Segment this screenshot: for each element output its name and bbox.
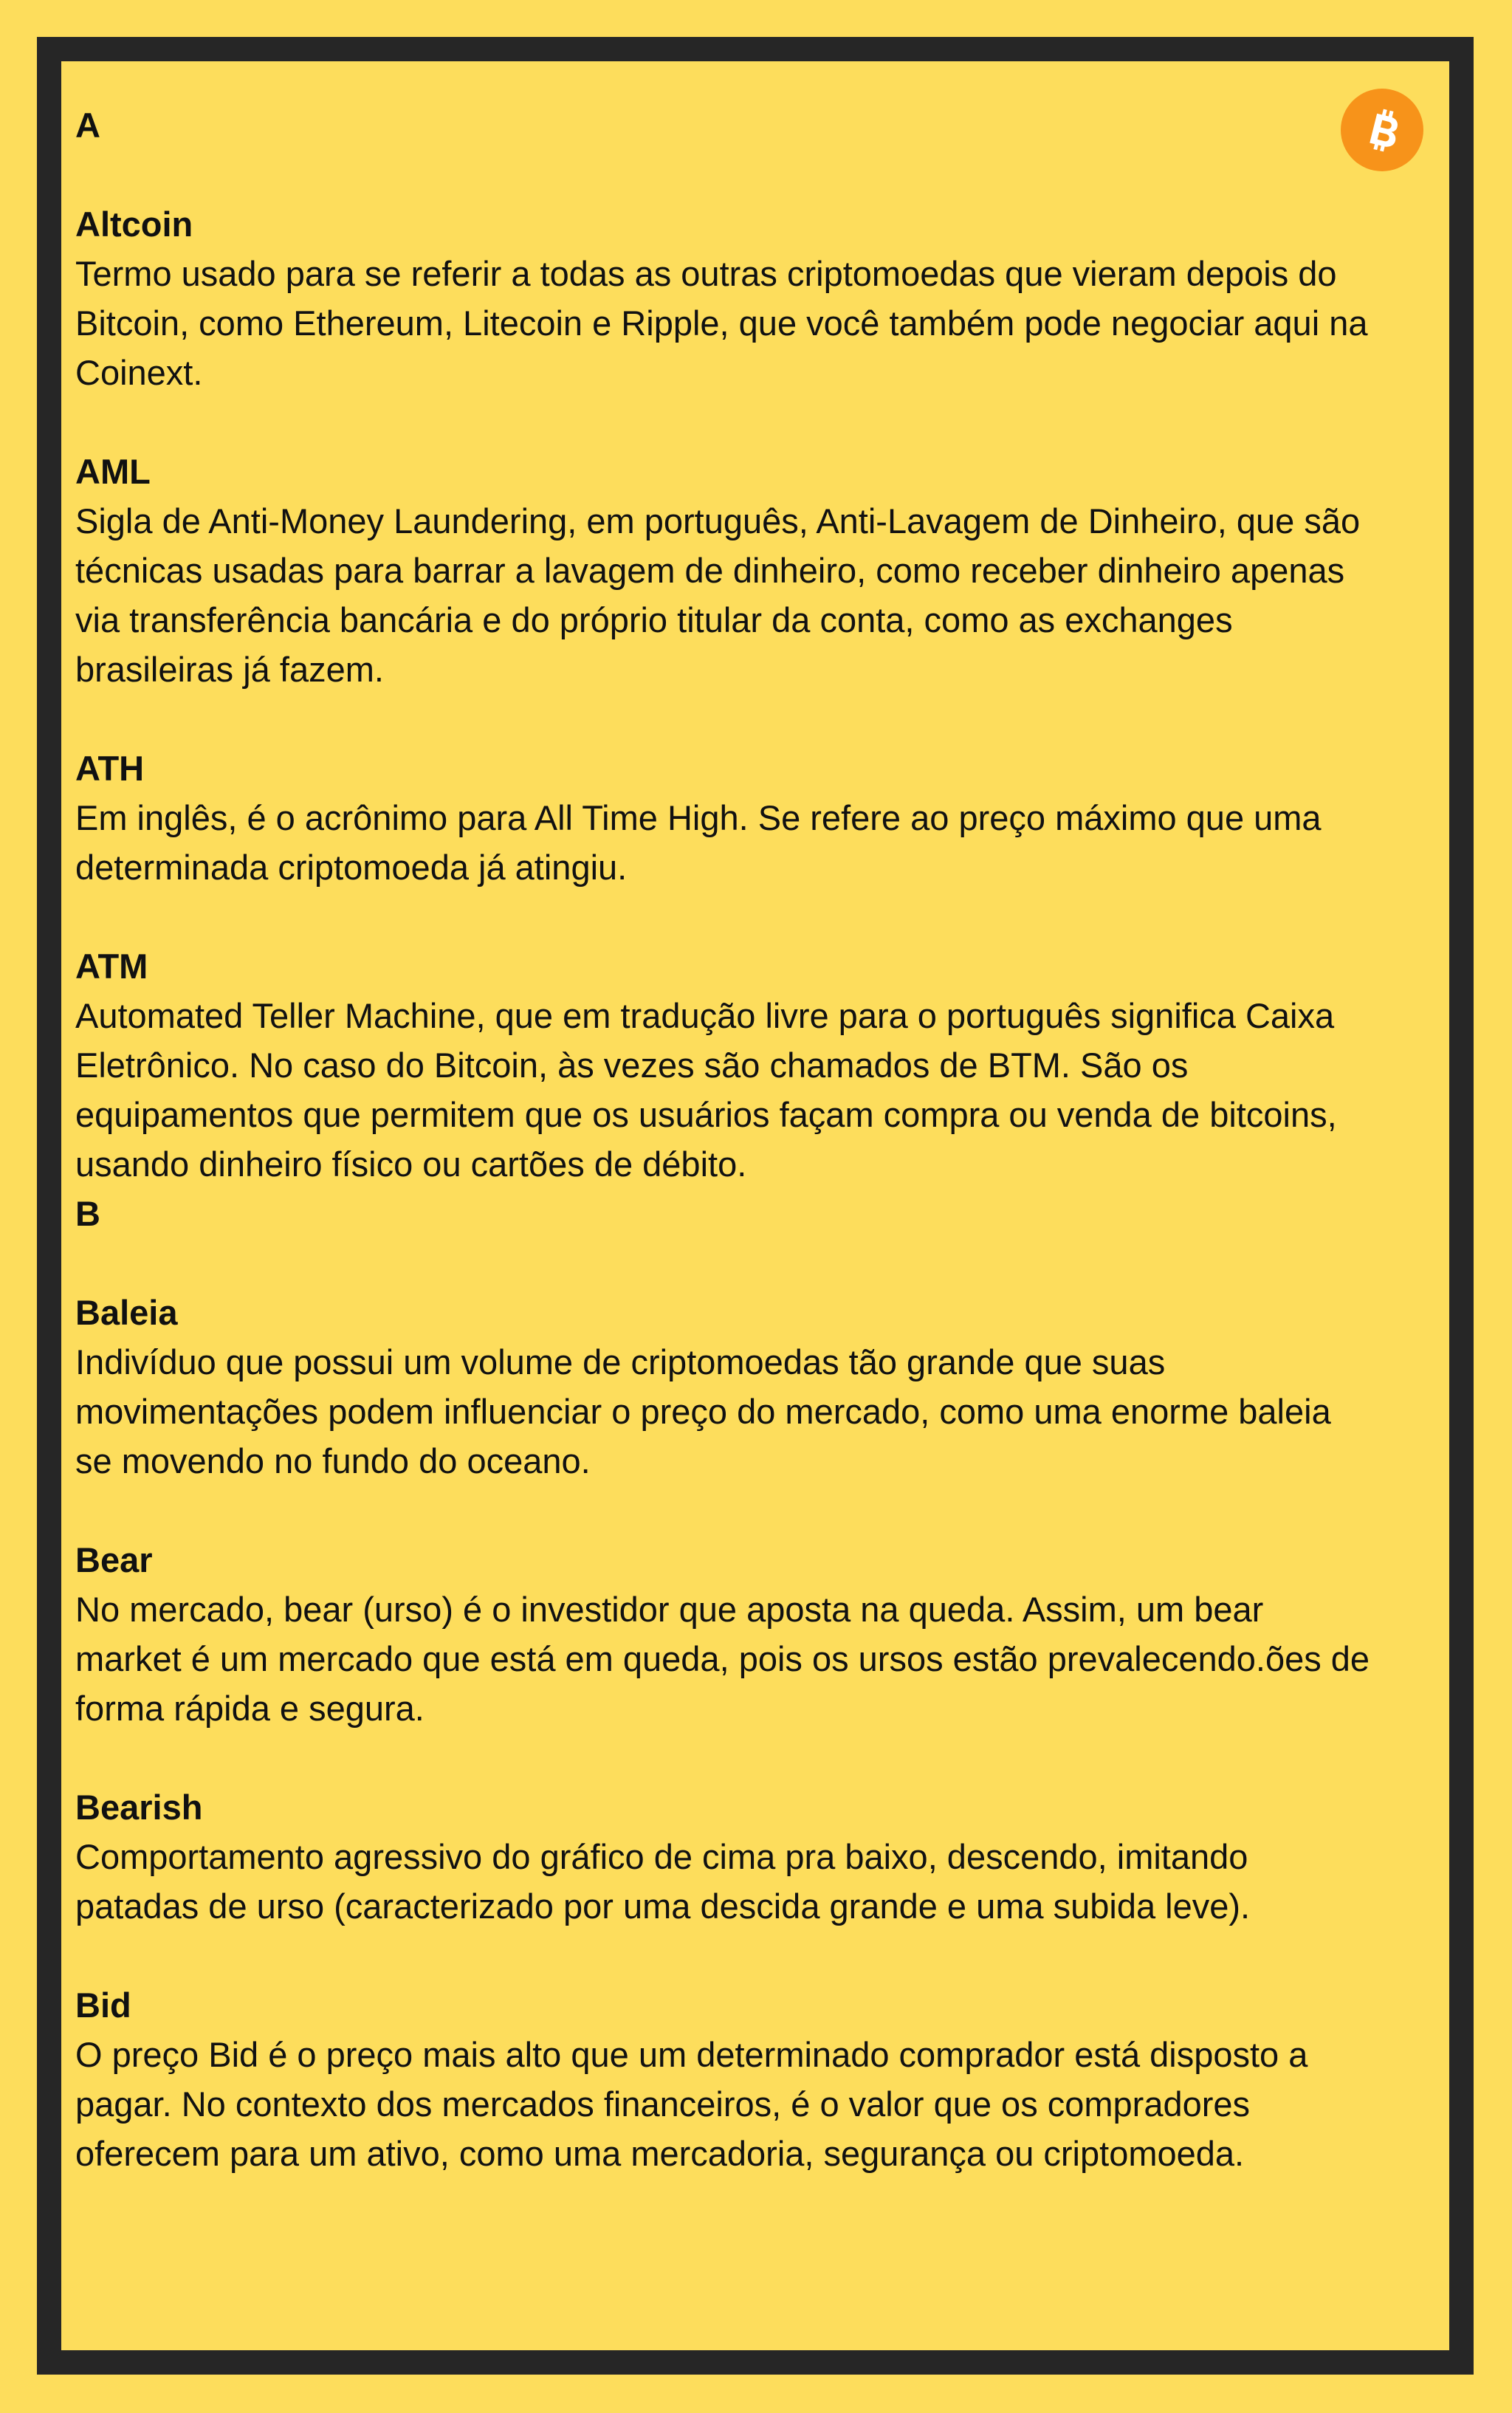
glossary-entry xyxy=(75,941,1375,1189)
glossary-entry xyxy=(75,447,1375,694)
glossary-entry xyxy=(75,1782,1375,1931)
entry-definition: No mercado, bear (urso) é o investidor que aposta na queda. Assim, um bear market é um mercado que está em queda, pois os ursos estão prevalecendo.ões de forma rápida e segura. xyxy=(75,1590,1370,1728)
entry-term: AML xyxy=(75,452,151,491)
section-letter: B xyxy=(75,1194,100,1233)
entry-term: Bid xyxy=(75,1985,131,2025)
glossary-section-b xyxy=(75,1189,1375,2178)
entry-definition: Em inglês, é o acrônimo para All Time High. Se refere ao preço máximo que uma determinada criptomoeda já atingiu. xyxy=(75,798,1322,887)
glossary-content xyxy=(75,100,1375,2178)
entry-definition: Termo usado para se referir a todas as outras criptomoedas que vieram depois do Bitcoin, como Ethereum, Litecoin e Ripple, que você também pode negociar aqui na Coinext. xyxy=(75,254,1368,392)
section-letter: A xyxy=(75,106,100,145)
entry-term: Bear xyxy=(75,1540,153,1579)
entry-definition: Indivíduo que possui um volume de criptomoedas tão grande que suas movimentações podem influenciar o preço do mercado, como uma enorme baleia se movendo no fundo do oceano. xyxy=(75,1342,1331,1480)
entry-term: ATM xyxy=(75,947,148,986)
glossary-entry xyxy=(75,744,1375,892)
entry-term: ATH xyxy=(75,749,145,788)
glossary-entry xyxy=(75,1288,1375,1486)
glossary-entry xyxy=(75,1980,1375,2178)
entry-term: Baleia xyxy=(75,1293,178,1332)
entry-definition: Sigla de Anti-Money Laundering, em português, Anti-Lavagem de Dinheiro, que são técnicas usadas para barrar a lavagem de dinheiro, como receber dinheiro apenas via transferência bancária e do próprio titular da conta, como as exchanges brasileiras já fazem. xyxy=(75,501,1361,689)
entry-definition: Comportamento agressivo do gráfico de cima pra baixo, descendo, imitando patadas de urso (caracterizado por uma descida grande e uma subida leve). xyxy=(75,1837,1251,1926)
entry-term: Altcoin xyxy=(75,205,193,244)
entry-definition: O preço Bid é o preço mais alto que um determinado comprador está disposto a pagar. No contexto dos mercados financeiros, é o valor que os compradores oferecem para um ativo, como uma mercadoria, segurança ou criptomoeda. xyxy=(75,2035,1308,2173)
glossary-entry xyxy=(75,1535,1375,1733)
entry-term: Bearish xyxy=(75,1788,203,1827)
glossary-entry xyxy=(75,199,1375,397)
entry-definition: Automated Teller Machine, que em tradução livre para o português significa Caixa Eletrônico. No caso do Bitcoin, às vezes são chamados de BTM. São os equipamentos que permitem que os usuários façam compra ou venda de bitcoins, usando dinheiro físico ou cartões de débito. xyxy=(75,996,1337,1184)
glossary-section-a xyxy=(75,100,1375,1189)
